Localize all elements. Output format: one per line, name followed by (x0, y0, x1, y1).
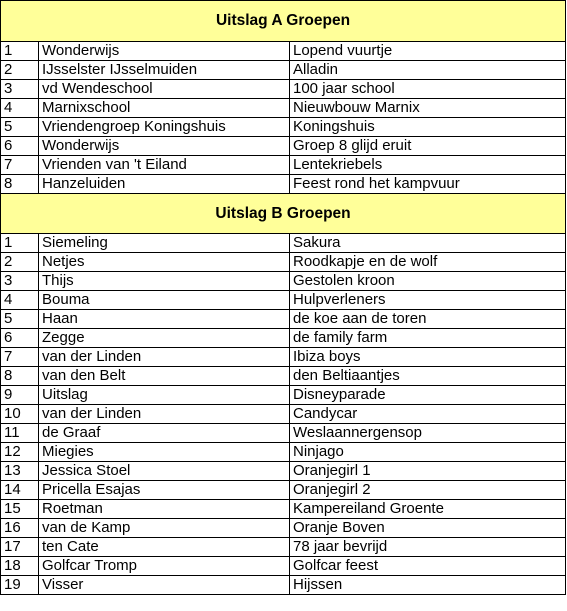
rank-cell: 2 (1, 253, 39, 272)
name-cell: Vriendengroep Koningshuis (39, 118, 290, 137)
rank-cell: 5 (1, 118, 39, 137)
table-row (1, 137, 566, 156)
name-cell: Pricella Esajas (39, 481, 290, 500)
rank-cell: 9 (1, 386, 39, 405)
group-a-header-row (1, 1, 566, 42)
group-b-header-row (1, 194, 566, 234)
entry-cell: Oranjegirl 2 (290, 481, 566, 500)
entry-cell: Weslaannergensop (290, 424, 566, 443)
table-row (1, 519, 566, 538)
rank-cell: 7 (1, 156, 39, 175)
entry-cell: de koe aan de toren (290, 310, 566, 329)
table-row (1, 175, 566, 194)
entry-cell: Feest rond het kampvuur (290, 175, 566, 194)
table-row (1, 557, 566, 576)
table-row (1, 61, 566, 80)
rank-cell: 7 (1, 348, 39, 367)
table-row (1, 500, 566, 519)
rank-cell: 4 (1, 99, 39, 118)
entry-cell: Alladin (290, 61, 566, 80)
name-cell: Golfcar Tromp (39, 557, 290, 576)
entry-cell: den Beltiaantjes (290, 367, 566, 386)
rank-cell: 13 (1, 462, 39, 481)
table-row (1, 348, 566, 367)
name-cell: van der Linden (39, 405, 290, 424)
rank-cell: 14 (1, 481, 39, 500)
name-cell: Marnixschool (39, 99, 290, 118)
table-row (1, 405, 566, 424)
entry-cell: Candycar (290, 405, 566, 424)
name-cell: Uitslag (39, 386, 290, 405)
entry-cell: Golfcar feest (290, 557, 566, 576)
name-cell: vd Wendeschool (39, 80, 290, 99)
name-cell: Hanzeluiden (39, 175, 290, 194)
entry-cell: Disneyparade (290, 386, 566, 405)
rank-cell: 1 (1, 234, 39, 253)
entry-cell: Kampereiland Groente (290, 500, 566, 519)
entry-cell: Roodkapje en de wolf (290, 253, 566, 272)
table-row (1, 99, 566, 118)
table-row (1, 156, 566, 175)
group-b-title: Uitslag B Groepen (1, 194, 566, 234)
name-cell: de Graaf (39, 424, 290, 443)
rank-cell: 1 (1, 42, 39, 61)
rank-cell: 3 (1, 272, 39, 291)
name-cell: Zegge (39, 329, 290, 348)
name-cell: IJsselster IJsselmuiden (39, 61, 290, 80)
entry-cell: Ibiza boys (290, 348, 566, 367)
rank-cell: 8 (1, 367, 39, 386)
rank-cell: 19 (1, 576, 39, 595)
table-row (1, 291, 566, 310)
entry-cell: Koningshuis (290, 118, 566, 137)
entry-cell: Sakura (290, 234, 566, 253)
table-row (1, 462, 566, 481)
entry-cell: 100 jaar school (290, 80, 566, 99)
table-row (1, 329, 566, 348)
entry-cell: Oranje Boven (290, 519, 566, 538)
rank-cell: 17 (1, 538, 39, 557)
entry-cell: Ninjago (290, 443, 566, 462)
name-cell: Vrienden van 't Eiland (39, 156, 290, 175)
table-row (1, 481, 566, 500)
entry-cell: 78 jaar bevrijd (290, 538, 566, 557)
entry-cell: Groep 8 glijd eruit (290, 137, 566, 156)
entry-cell: Lentekriebels (290, 156, 566, 175)
rank-cell: 10 (1, 405, 39, 424)
name-cell: van de Kamp (39, 519, 290, 538)
rank-cell: 11 (1, 424, 39, 443)
name-cell: Bouma (39, 291, 290, 310)
name-cell: Roetman (39, 500, 290, 519)
name-cell: ten Cate (39, 538, 290, 557)
name-cell: Miegies (39, 443, 290, 462)
rank-cell: 15 (1, 500, 39, 519)
entry-cell: Oranjegirl 1 (290, 462, 566, 481)
table-row (1, 42, 566, 61)
rank-cell: 6 (1, 137, 39, 156)
table-row (1, 118, 566, 137)
name-cell: Jessica Stoel (39, 462, 290, 481)
name-cell: Siemeling (39, 234, 290, 253)
entry-cell: Nieuwbouw Marnix (290, 99, 566, 118)
name-cell: van der Linden (39, 348, 290, 367)
name-cell: Netjes (39, 253, 290, 272)
table-row (1, 80, 566, 99)
rank-cell: 4 (1, 291, 39, 310)
entry-cell: Gestolen kroon (290, 272, 566, 291)
table-row (1, 538, 566, 557)
rank-cell: 3 (1, 80, 39, 99)
table-row (1, 576, 566, 595)
name-cell: van den Belt (39, 367, 290, 386)
rank-cell: 16 (1, 519, 39, 538)
rank-cell: 5 (1, 310, 39, 329)
table-row (1, 253, 566, 272)
rank-cell: 8 (1, 175, 39, 194)
rank-cell: 18 (1, 557, 39, 576)
table-row (1, 272, 566, 291)
table-row (1, 443, 566, 462)
rank-cell: 2 (1, 61, 39, 80)
name-cell: Wonderwijs (39, 137, 290, 156)
name-cell: Wonderwijs (39, 42, 290, 61)
table-row (1, 367, 566, 386)
entry-cell: Hulpverleners (290, 291, 566, 310)
rank-cell: 6 (1, 329, 39, 348)
entry-cell: de family farm (290, 329, 566, 348)
entry-cell: Lopend vuurtje (290, 42, 566, 61)
name-cell: Haan (39, 310, 290, 329)
table-row (1, 386, 566, 405)
table-row (1, 234, 566, 253)
rank-cell: 12 (1, 443, 39, 462)
name-cell: Visser (39, 576, 290, 595)
table-row (1, 424, 566, 443)
table-row (1, 310, 566, 329)
entry-cell: Hijssen (290, 576, 566, 595)
group-a-title: Uitslag A Groepen (1, 1, 566, 42)
name-cell: Thijs (39, 272, 290, 291)
